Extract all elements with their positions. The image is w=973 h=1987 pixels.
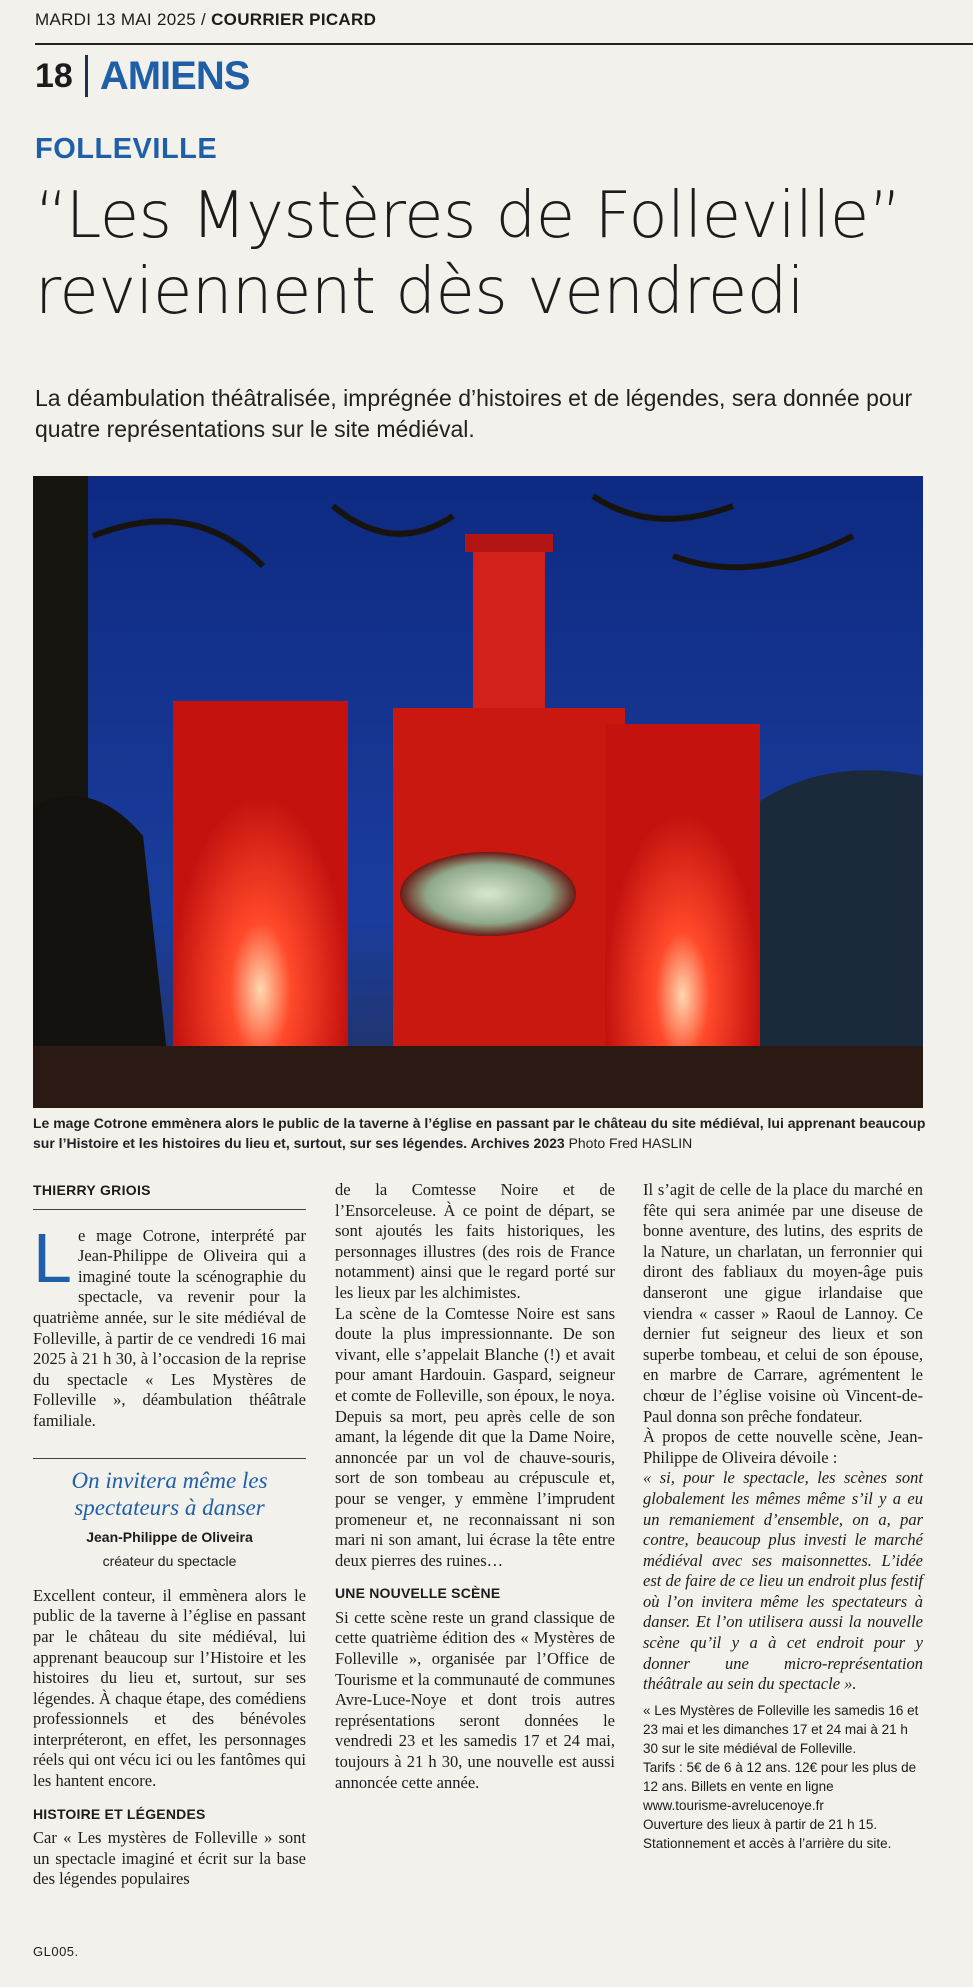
subheading-nouvelle-scene: UNE NOUVELLE SCÈNE [335, 1585, 501, 1602]
masthead-rule [35, 43, 973, 45]
quote-paragraph: « si, pour le spectacle, les scènes sont globalement les mêmes même s’il y a eu un remaniement d’ensemble, on a, par contre, beaucoup plus investi le marché médiéval avec ses maisonnettes. L’idée est de faire de ce lieu un endroit plus festif où l’on invitera même les spectateurs à danser. Et l’on utilisera aussi la nouvelle scène qu’il y a à cet endroit pour y donner une micro-représentation théâtrale au sein du spectacle ». [643, 1468, 923, 1694]
masthead-line [35, 10, 973, 30]
pull-quote-role: créateur du spectacle [102, 1553, 237, 1570]
column-3 [643, 1180, 923, 1853]
castle-photo [33, 476, 923, 1108]
photo-credit: Photo Fred HASLIN [568, 1135, 693, 1151]
masthead-separator: / [201, 10, 207, 29]
pull-quote-author: Jean-Philippe de Oliveira [86, 1528, 253, 1545]
author-byline: THIERRY GRIOIS [33, 1180, 306, 1210]
info-ouverture: Ouverture des lieux à partir de 21 h 15. Stationnement et accès à l’arrière du site. [643, 1816, 892, 1851]
pull-quote [33, 1458, 306, 1572]
header-divider [85, 55, 88, 97]
paragraph-devoile: À propos de cette nouvelle scène, Jean-Philippe de Oliveira dévoile : [643, 1427, 923, 1467]
paragraph-mysteres: Car « Les mystères de Folleville » sont un spectacle imaginé et écrit sur la base des légendes populaires [33, 1828, 306, 1889]
subheading-histoire: HISTOIRE ET LÉGENDES [33, 1805, 206, 1822]
info-tarifs: Tarifs : 5€ de 6 à 12 ans. 12€ pour les plus de 12 ans. Billets en vente en ligne [643, 1759, 917, 1794]
paragraph-intro [33, 1218, 306, 1432]
page-code: GL005. [33, 1944, 79, 1959]
photo-caption [33, 1113, 928, 1153]
page-header [35, 52, 249, 100]
newspaper-name: COURRIER PICARD [211, 10, 377, 29]
practical-info [643, 1701, 923, 1853]
info-dates: « Les Mystères de Folleville les samedis 16 et 23 mai et les dimanches 17 et 24 mai à 21 h 30 sur le site médiéval de Folleville. [643, 1702, 919, 1756]
article-headline: “Les Mystères de Folleville” reviennent dès vendredi [35, 179, 902, 329]
page-number: 18 [35, 56, 73, 95]
column-1 [33, 1180, 306, 1890]
paragraph-scene: La scène de la Comtesse Noire est sans doute la plus impressionnante. De son vivant, elle s’appelait Blanche (!) et avait pour amant Hardouin. Gaspard, seigneur et comte de Folleville, son époux, le noya. Depuis sa mort, peu après celle de son amant, la légende dit que la Dame Noire, annoncée par un vol de chauve-souris, sort de son tombeau au crépuscule et, pour se venger, y emmène l’imprudent promeneur et, ne reconnaissant ni son mari ni son amant, lui écrase la tête entre deux pierres des ruines… [335, 1303, 615, 1570]
article-lede: La déambulation théâtralisée, imprégnée d’histoires et de légendes, sera donnée pour quatre représentations sur le site médiéval. [35, 385, 913, 442]
paragraph-comtesse: de la Comtesse Noire et de l’Ensorceleuse. À ce point de départ, se sont ajoutés les faits historiques, les personnages illustres (des rois de France notamment) ainsi que le regard porté sur les lieux par les alchimistes. [335, 1180, 615, 1302]
column-2 [335, 1180, 615, 1793]
drop-cap: L [33, 1218, 72, 1297]
info-website-link[interactable]: www.tourisme-avrelucenoye.fr [643, 1797, 824, 1813]
issue-date: MARDI 13 MAI 2025 [35, 10, 196, 29]
castle-illustration [33, 476, 923, 1108]
section-title: AMIENS [99, 53, 250, 98]
paragraph-intro-text: e mage Cotrone, interprété par Jean-Philippe de Oliveira qui a imaginé toute la scénographie du spectacle, va revenir pour la quatrième année, sur le site médiéval de Folleville, à partir de ce vendredi 16 mai 2025 à 21 h 30, à l’occasion de la reprise du spectacle « Les Mystères de Folleville », déambulation théâtrale familiale. [33, 1225, 306, 1430]
pull-quote-text: On invitera même les spectateurs à danser [71, 1467, 268, 1520]
paragraph-edition: Si cette scène reste un grand classique de cette quatrième édition des « Mystères de Folleville », organisée par l’Office de Tourisme et la communauté de communes Avre-Luce-Noye et dont trois autres représentations seront données le vendredi 23 et les samedis 17 et 24 mai, toujours à 21 h 30, une nouvelle est aussi annoncée cette année. [335, 1607, 615, 1792]
caption-text: Le mage Cotrone emmènera alors le public de la taverne à l’église en passant par le château du site médiéval, lui apprenant beaucoup sur l’Histoire et les histoires du lieu et, surtout, sur ses légendes. Archives 2023 [33, 1115, 926, 1151]
paragraph-conteur: Excellent conteur, il emmènera alors le public de la taverne à l’église en passant par le château du site médiéval, lui apprenant beaucoup sur l’Histoire et les histoires du lieu et, surtout, sur ses légendes. À chaque étape, des comédiens professionnels et des bénévoles interpréteront, en effet, les personnages réels qui ont vécu ici ou les fantômes qui les hantent encore. [33, 1585, 306, 1791]
article-kicker: FOLLEVILLE [35, 133, 218, 165]
paragraph-marche: Il s’agit de celle de la place du marché en fête qui sera animée par une diseuse de bonne aventure, des lutins, des esprits de la Nature, un charlatan, un ferronnier qui diront des fabliaux du moyen-âge puis danseront une gigue irlandaise que viendra « casser » Raoul de Lannoy. Ce dernier fut seigneur des lieux et son superbe tombeau, et celui de son épouse, en marbre de Carrare, agrémentent le chœur de l’église voisine où Vincent-de-Paul donna son prêche fondateur. [643, 1180, 923, 1426]
